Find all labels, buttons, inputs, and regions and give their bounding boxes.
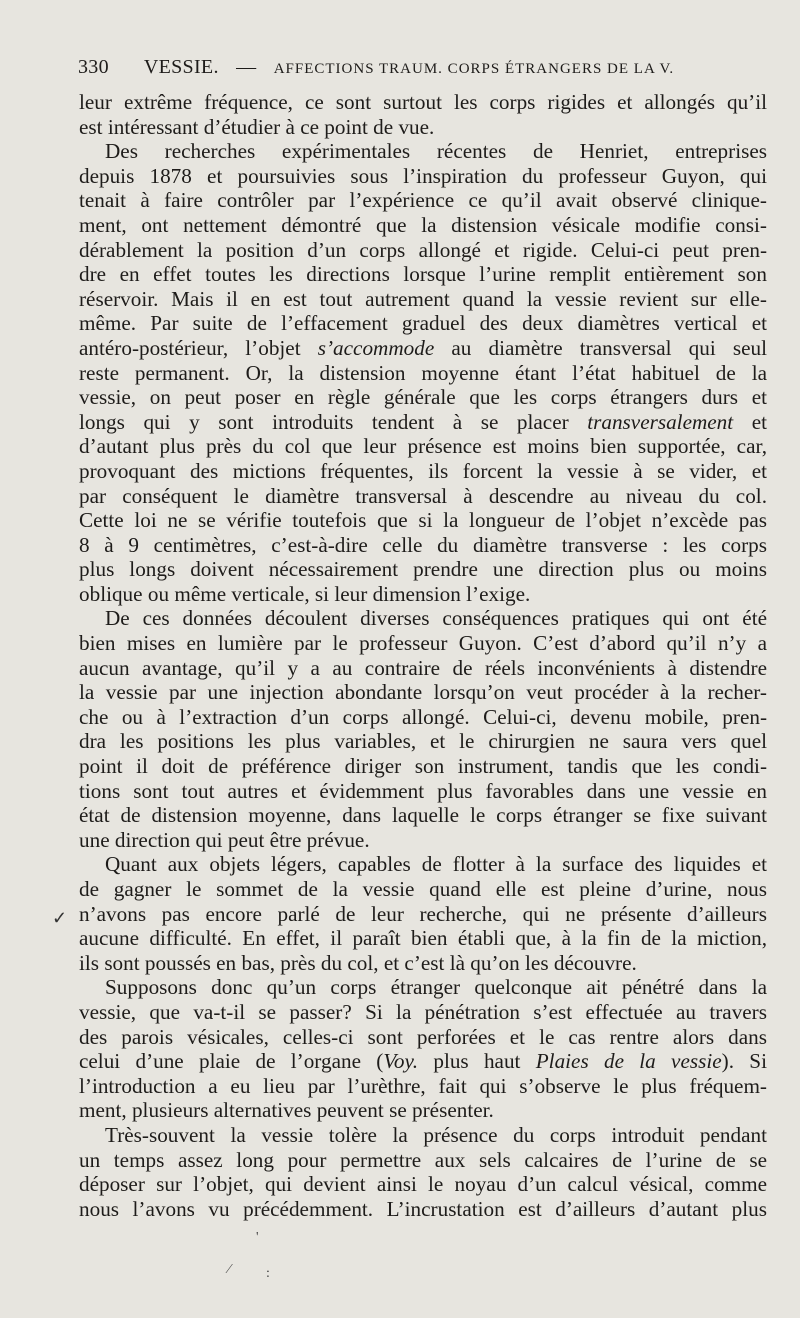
text-line xyxy=(79,484,767,509)
text-line xyxy=(79,1172,767,1197)
line-text: Très-souvent la vessie tolère la présence du corps introduit pendant xyxy=(105,1122,767,1147)
text-line xyxy=(79,1074,767,1099)
text-line xyxy=(79,1148,767,1173)
line-text: depuis 1878 et poursuivies sous l’inspiration du professeur Guyon, qui xyxy=(79,163,767,188)
line-text: aucune difficulté. En effet, il paraît bien établi que, à la fin de la miction, xyxy=(79,926,767,951)
line-text: déposer sur l’objet, qui devient ainsi le noyau d’un calcul vésical, comme xyxy=(79,1172,767,1197)
text-line xyxy=(79,606,767,631)
text-line xyxy=(79,139,767,164)
line-text: dre en effet toutes les directions lorsque l’urine remplit entièrement son xyxy=(79,262,767,287)
stray-mark-3: : xyxy=(266,1266,270,1281)
line-text: tions sont tout autres et évidemment plus favorables dans une vessie en xyxy=(79,778,767,803)
line-text: même. Par suite de l’effacement graduel des deux diamètres vertical et xyxy=(79,311,767,336)
text-line xyxy=(79,1123,767,1148)
text-line xyxy=(79,656,767,681)
line-text: tenait à faire contrôler par l’expérience ce qu’il avait observé clinique- xyxy=(79,188,767,213)
line-text: point il doit de préférence diriger son instrument, tandis que les condi- xyxy=(79,754,767,779)
text-line xyxy=(79,311,767,336)
line-text: Cette loi ne se vérifie toutefois que si la longueur de l’objet n’excède pas xyxy=(79,508,767,533)
text-line xyxy=(79,410,767,435)
text-line xyxy=(79,213,767,238)
line-text: dra les positions les plus variables, et le chirurgien ne saura vers quel xyxy=(79,729,767,754)
line-text: 8 à 9 centimètres, c’est-à-dire celle du diamètre transverse : les corps xyxy=(79,532,767,557)
running-title: AFFECTIONS TRAUM. CORPS ÉTRANGERS DE LA V. xyxy=(273,61,675,77)
text-line xyxy=(79,803,767,828)
text-line xyxy=(79,828,767,853)
text-line xyxy=(79,385,767,410)
body-text xyxy=(79,90,767,1221)
line-text: Quant aux objets légers, capables de flotter à la surface des liquides et xyxy=(105,852,767,877)
line-text: che ou à l’extraction d’un corps allongé. Celui-ci, devenu mobile, pren- xyxy=(79,704,767,729)
text-line xyxy=(79,262,767,287)
text-line xyxy=(79,336,767,361)
line-text: aucun avantage, qu’il y a au contraire de réels inconvénients à distendre xyxy=(79,655,767,680)
line-text: de gagner le sommet de la vessie quand elle est pleine d’urine, nous xyxy=(79,877,767,901)
text-line xyxy=(79,754,767,779)
line-text: leur extrême fréquence, ce sont surtout les corps rigides et allongés qu’il xyxy=(79,90,767,114)
italic-text: Plaies de la vessie xyxy=(535,1049,722,1074)
text-line xyxy=(79,361,767,386)
text-line xyxy=(79,680,767,705)
line-text: nous l’avons vu précédemment. L’incrustation est d’ailleurs d’autant plus xyxy=(79,1196,767,1221)
section-title: VESSIE. xyxy=(143,56,219,78)
page-number: 330 xyxy=(78,56,109,78)
text-line xyxy=(79,902,767,927)
text-line xyxy=(79,287,767,312)
line-text: Supposons donc qu’un corps étranger quelconque ait pénétré dans la xyxy=(105,975,767,1000)
text-line xyxy=(79,1197,767,1222)
italic-text: Voy. xyxy=(383,1049,419,1074)
line-text: longs qui y sont introduits tendent à se placer xyxy=(79,409,569,434)
text-line xyxy=(79,926,767,951)
line-text: provoquant des mictions fréquentes, ils forcent la vessie à se vider, et xyxy=(79,458,767,483)
line-text: et xyxy=(751,409,767,434)
text-line xyxy=(79,582,767,607)
text-line xyxy=(79,1049,767,1074)
line-text: d’autant plus près du col que leur présence est moins bien supportée, car, xyxy=(79,434,767,459)
text-line xyxy=(79,1025,767,1050)
margin-check-mark: ✓ xyxy=(52,908,68,928)
line-text: l’introduction a eu lieu par l’urèthre, fait qui s’observe le plus fréquem- xyxy=(79,1073,767,1098)
text-line xyxy=(79,533,767,558)
line-text: plus haut xyxy=(433,1049,521,1074)
line-text: ment, ont nettement démontré que la distension vésicale modifie consi- xyxy=(79,212,767,237)
line-text: bien mises en lumière par le professeur Guyon. C’est d’abord qu’il n’y a xyxy=(79,631,767,656)
line-text: par conséquent le diamètre transversal à descendre au niveau du col. xyxy=(79,483,767,508)
stray-mark-1: ' xyxy=(256,1230,259,1245)
line-text: reste permanent. Or, la distension moyenne étant l’état habituel de la xyxy=(79,360,767,385)
text-line xyxy=(79,557,767,582)
line-text: un temps assez long pour permettre aux sels calcaires de l’urine de se xyxy=(79,1147,767,1172)
text-line xyxy=(79,729,767,754)
line-text: celui d’une plaie de l’organe ( xyxy=(79,1049,384,1074)
line-text: Des recherches expérimentales récentes de Henriet, entreprises xyxy=(105,139,767,164)
line-text: antéro-postérieur, l’objet xyxy=(79,335,301,360)
line-text: plus longs doivent nécessairement prendre une direction plus ou moins xyxy=(79,557,767,582)
line-text: ils sont poussés en bas, près du col, et c’est là qu’on les découvre. xyxy=(79,950,637,975)
italic-text: transversalement xyxy=(587,409,734,434)
text-line xyxy=(79,238,767,263)
text-line xyxy=(79,877,767,902)
running-header xyxy=(78,56,768,88)
text-line xyxy=(79,115,767,140)
italic-text: s’accommode xyxy=(317,335,435,360)
line-text: ment, plusieurs alternatives peuvent se présenter. xyxy=(79,1098,494,1123)
text-line xyxy=(79,90,767,115)
text-line xyxy=(79,508,767,533)
text-line xyxy=(79,975,767,1000)
line-text: réservoir. Mais il en est tout autrement quand la vessie revient sur elle- xyxy=(79,286,767,311)
line-text: ). Si xyxy=(721,1049,767,1074)
line-text: la vessie par une injection abondante lorsqu’on veut procéder à la recher- xyxy=(79,680,767,705)
text-line xyxy=(79,188,767,213)
line-text: état de distension moyenne, dans laquelle le corps étranger se fixe suivant xyxy=(79,803,767,828)
text-line xyxy=(79,631,767,656)
text-line xyxy=(79,779,767,804)
text-line xyxy=(79,852,767,877)
text-line xyxy=(79,434,767,459)
text-line xyxy=(79,164,767,189)
line-text: oblique ou même verticale, si leur dimension l’exige. xyxy=(79,581,531,606)
line-text: dérablement la position d’un corps allongé et rigide. Celui-ci peut pren- xyxy=(79,237,767,262)
line-text: vessie, on peut poser en règle générale que les corps étrangers durs et xyxy=(79,385,767,410)
line-text: des parois vésicales, celles-ci sont perforées et le cas rentre alors dans xyxy=(79,1024,767,1049)
stray-mark-2: ⁄ xyxy=(228,1262,231,1277)
line-text: n’avons pas encore parlé de leur recherche, qui ne présente d’ailleurs xyxy=(79,901,767,926)
text-line xyxy=(79,459,767,484)
line-text: au diamètre transversal qui seul xyxy=(451,335,768,360)
text-line xyxy=(79,1000,767,1025)
text-line xyxy=(79,705,767,730)
line-text: vessie, que va-t-il se passer? Si la pénétration s’est effectuée au travers xyxy=(79,999,767,1024)
line-text: De ces données découlent diverses conséquences pratiques qui ont été xyxy=(105,606,767,631)
line-text: une direction qui peut être prévue. xyxy=(79,827,370,852)
header-dash: — xyxy=(236,56,257,78)
text-line xyxy=(79,1098,767,1123)
line-text: est intéressant d’étudier à ce point de vue. xyxy=(79,114,435,139)
text-line xyxy=(79,951,767,976)
